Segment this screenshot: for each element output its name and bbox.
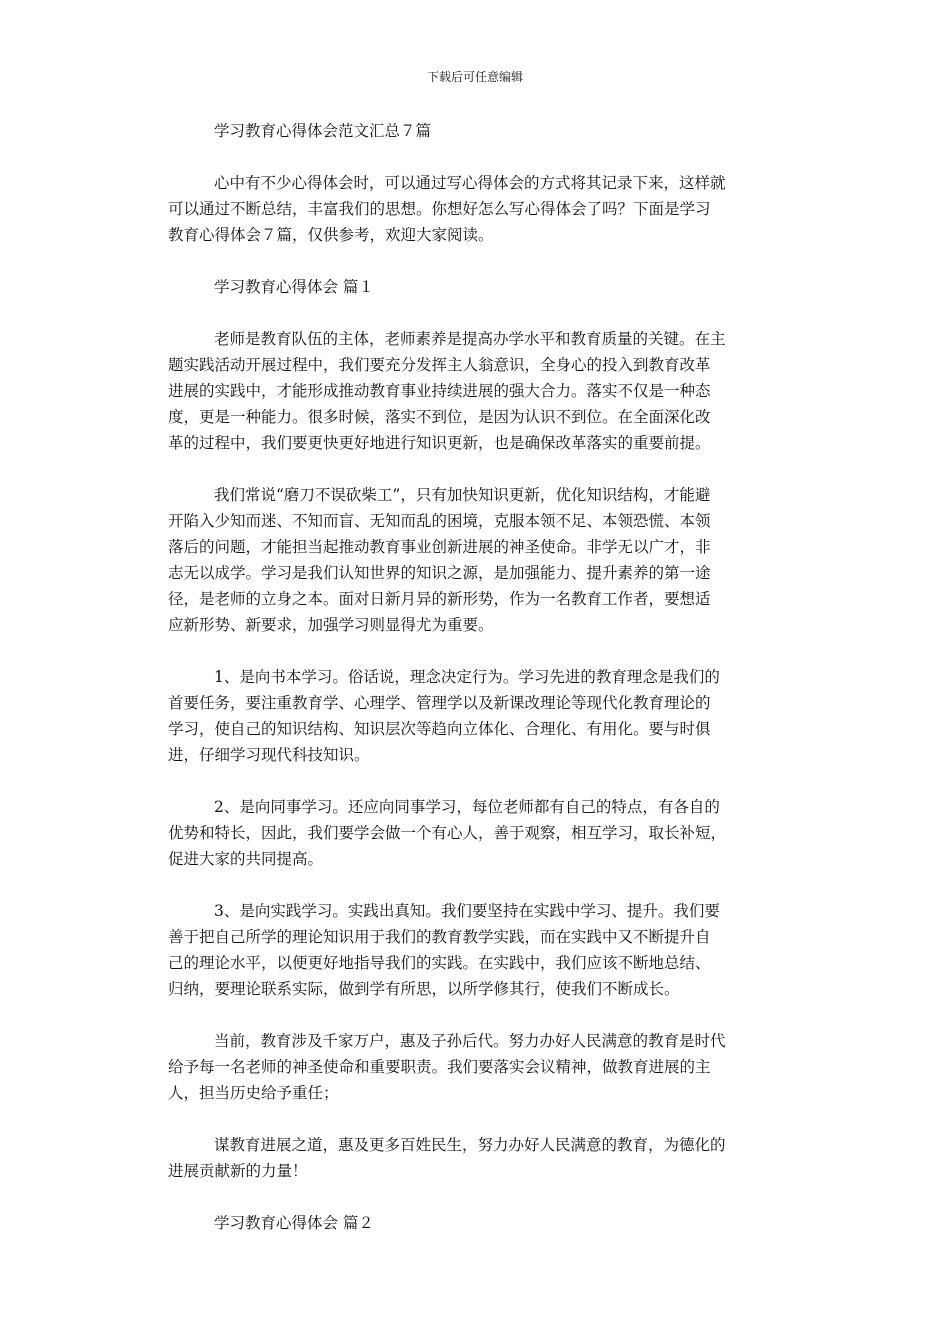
header-note: 下载后可任意编辑: [426, 70, 523, 84]
section-1: [168, 274, 782, 1184]
section-heading: 学习教育心得体会 篇２: [214, 1214, 374, 1232]
paragraph: 2、是向同事学习。还应向同事学习，每位老师都有自己的特点，有各自的 优势和特长，因此，我们要学会做一个有心人，善于观察，相互学习，取长补短， 促进大家的共同提高。: [168, 798, 727, 868]
section-2: [168, 1210, 782, 1236]
paragraph: 当前，教育涉及千家万户，惠及子孙后代。努力办好人民满意的教育是时代 给予每一名老师的神圣使命和重要职责。我们要落实会议精神，做教育进展的主 人，担当历史给予重任；: [168, 1032, 726, 1102]
intro-paragraph: 心中有不少心得体会时，可以通过写心得体会的方式将其记录下来，这样就 可以通过不断总结，丰富我们的思想。你想好怎么写心得体会了吗？下面是学习 教育心得体会７篇，仅供参考，欢迎大家阅读。: [168, 174, 726, 244]
paragraph: 老师是教育队伍的主体，老师素养是提高办学水平和教育质量的关键。在主 题实践活动开展过程中，我们要充分发挥主人翁意识，全身心的投入到教育改革 进展的实践中，才能形成推动教育事业持续进展的强大合力。落实不仅是一种态 度，更是一种能力。很多时候，落实不到位，是因为认识不到位。在全面深化改 革的过程中，我们要更快更好地进行知识更新，也是确保改革落实的重要前提。: [168, 330, 726, 452]
paragraph: 3、是向实践学习。实践出真知。我们要坚持在实践中学习、提升。我们要 善于把自己所学的理论知识用于我们的教育教学实践，而在实践中又不断提升自 己的理论水平，以便更好地指导我们的实践。在实践中，我们应该不断地总结、 归纳，要理论联系实际，做到学有所思，以所学修其行，使我们不断成长。: [168, 902, 720, 998]
document-body: [168, 118, 782, 1262]
paragraph: 1、是向书本学习。俗话说，理念决定行为。学习先进的教育理念是我们的 首要任务，要注重教育学、心理学、管理学以及新课改理论等现代化教育理论的 学习，使自己的知识结构、知识层次等趋向立体化、合理化、有用化。要与时俱 进，仔细学习现代科技知识。: [168, 668, 720, 764]
document-title: 学习教育心得体会范文汇总７篇: [214, 122, 432, 140]
paragraph: 谋教育进展之道，惠及更多百姓民生，努力办好人民满意的教育，为德化的 进展贡献新的力量！: [168, 1136, 726, 1180]
paragraph: 我们常说“磨刀不误砍柴工”，只有加快知识更新，优化知识结构，才能避 开陷入少知而迷、不知而盲、无知而乱的困境，克服本领不足、本领恐慌、本领 落后的问题，才能担当起推动教育事业创新进展的神圣使命。非学无以广才，非 志无以成学。学习是我们认知世界的知识之源，是加强能力、提升素养的第一途 径，是老师的立身之本。面对日新月异的新形势，作为一名教育工作者，要想适 应新形势、新要求，加强学习则显得尤为重要。: [168, 486, 711, 634]
section-heading: 学习教育心得体会 篇１: [214, 278, 374, 296]
